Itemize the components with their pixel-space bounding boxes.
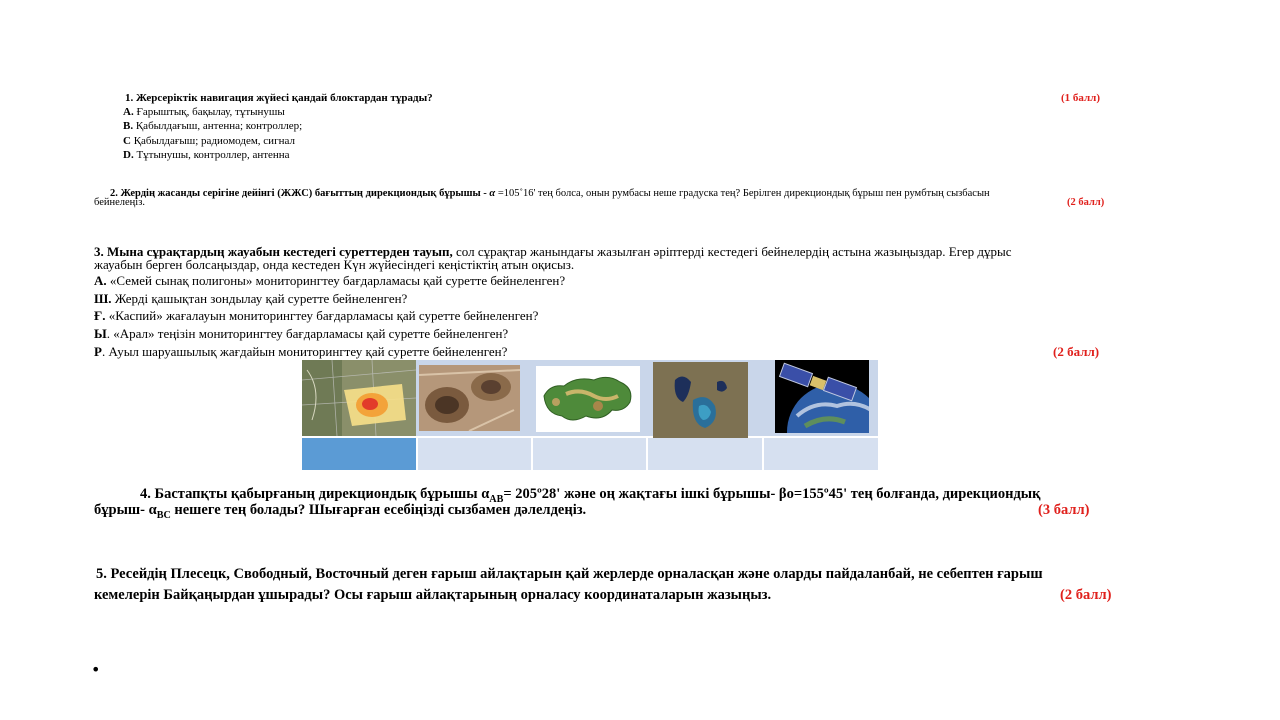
question-3-item-r: Р. Ауыл шаруашылық жағдайын мониторингтеу қай суретте бейнеленген? (94, 344, 508, 359)
question-1-option-a: А. Ғарыштық, бақылау, тұтынушы (123, 106, 285, 118)
semey-test-site-map-icon (302, 360, 416, 436)
answer-cell-1[interactable] (302, 438, 416, 470)
question-4-text: 4. Бастапқты қабырғаның дирекциондық бұрышы $\alpha_{AB}=$ 205º28' және оң жақтағы ішкі бұрышы- βо=155º45' тең болғанда, дирекциондық (140, 486, 1041, 505)
question-3-text-line2: жауабын берген болсаңыздар, онда кестеден Күн жүйесіндегі кеңістіктің атын оқисыз. (94, 257, 575, 272)
question-1-option-b: В. Қабылдағыш, антенна; контроллер; (123, 120, 303, 132)
question-3-score: (2 балл) (1053, 344, 1100, 359)
answer-cell-3[interactable] (533, 438, 646, 470)
question-2-score: (2 балл) (1067, 197, 1105, 208)
question-3-item-sh: Ш. Жерді қашықтан зондылау қай суретте бейнеленген? (94, 291, 408, 306)
question-1-title: 1. Жерсеріктік навигация жүйесі қандай блоктардан тұрады? (125, 92, 433, 104)
satellite-earth-icon (775, 360, 869, 433)
question-4-text-line2: бұрыш- $\alpha_{BC}$ нешеге тең болады? Шығарған есебіңізді сызбамен дәлелдеңіз. (94, 502, 587, 521)
question-2-text-line2: бейнелеңіз. (94, 197, 145, 208)
kazakhstan-map-icon (536, 366, 640, 432)
quarry-aerial-icon (419, 365, 520, 431)
answer-cell-2[interactable] (418, 438, 531, 470)
question-1-option-d: D. Тұтынушы, контроллер, антенна (123, 149, 290, 161)
bullet-point: • (91, 660, 101, 679)
question-2-text: 2. Жердің жасанды серігіне дейінгі (ЖЖС) бағыттың дирекциондық бұрышы - α =105˚16' тең болса, онын румбасы неше градуска тең? Берілген дирекциондық бұрыш пен румбтың сызбасын (110, 188, 990, 199)
question-5-text-line2: кемелерін Байқаңырдан ұшырады? Осы ғарыш айлақтарының орналасу координаталарын жазыңыз. (94, 587, 772, 603)
question-4-score: (3 балл) (1038, 502, 1090, 518)
answer-cell-5[interactable] (764, 438, 878, 470)
question-1-score: (1 балл) (1061, 92, 1101, 104)
question-1-option-c: С Қабылдағыш; радиомодем, сигнал (123, 135, 295, 147)
question-3-item-gh: Ғ. «Каспий» жағалауын мониторингтеу бағдарламасы қай суретте бейнеленген? (94, 308, 539, 323)
image-table (302, 360, 878, 470)
question-5-text: 5. Ресейдің Плесецк, Свободный, Восточный деген ғарыш айлақтарын қай жерлерде орналасқан және оларды пайдаланбай, не себептен ғарыш (96, 566, 1043, 582)
answer-row (302, 438, 878, 470)
aral-sea-satellite-icon (653, 362, 748, 438)
question-3-text: 3. Мына сұрақтардың жауабын кестедегі суреттерден тауып, сол сұрақтар жанындағы жазылған әріптерді кестедегі бейнелердің астына жазыңыздар. Егер дұрыс (94, 244, 1012, 259)
question-5-score: (2 балл) (1060, 587, 1112, 603)
question-3-item-a: А. «Семей сынақ полигоны» мониторингтеу бағдарламасы қай суретте бейнеленген? (94, 273, 566, 288)
answer-cell-4[interactable] (648, 438, 762, 470)
question-3-item-y: Ы. «Арал» теңізін мониторингтеу бағдарламасы қай суретте бейнеленген? (94, 326, 509, 341)
image-row (302, 360, 878, 436)
